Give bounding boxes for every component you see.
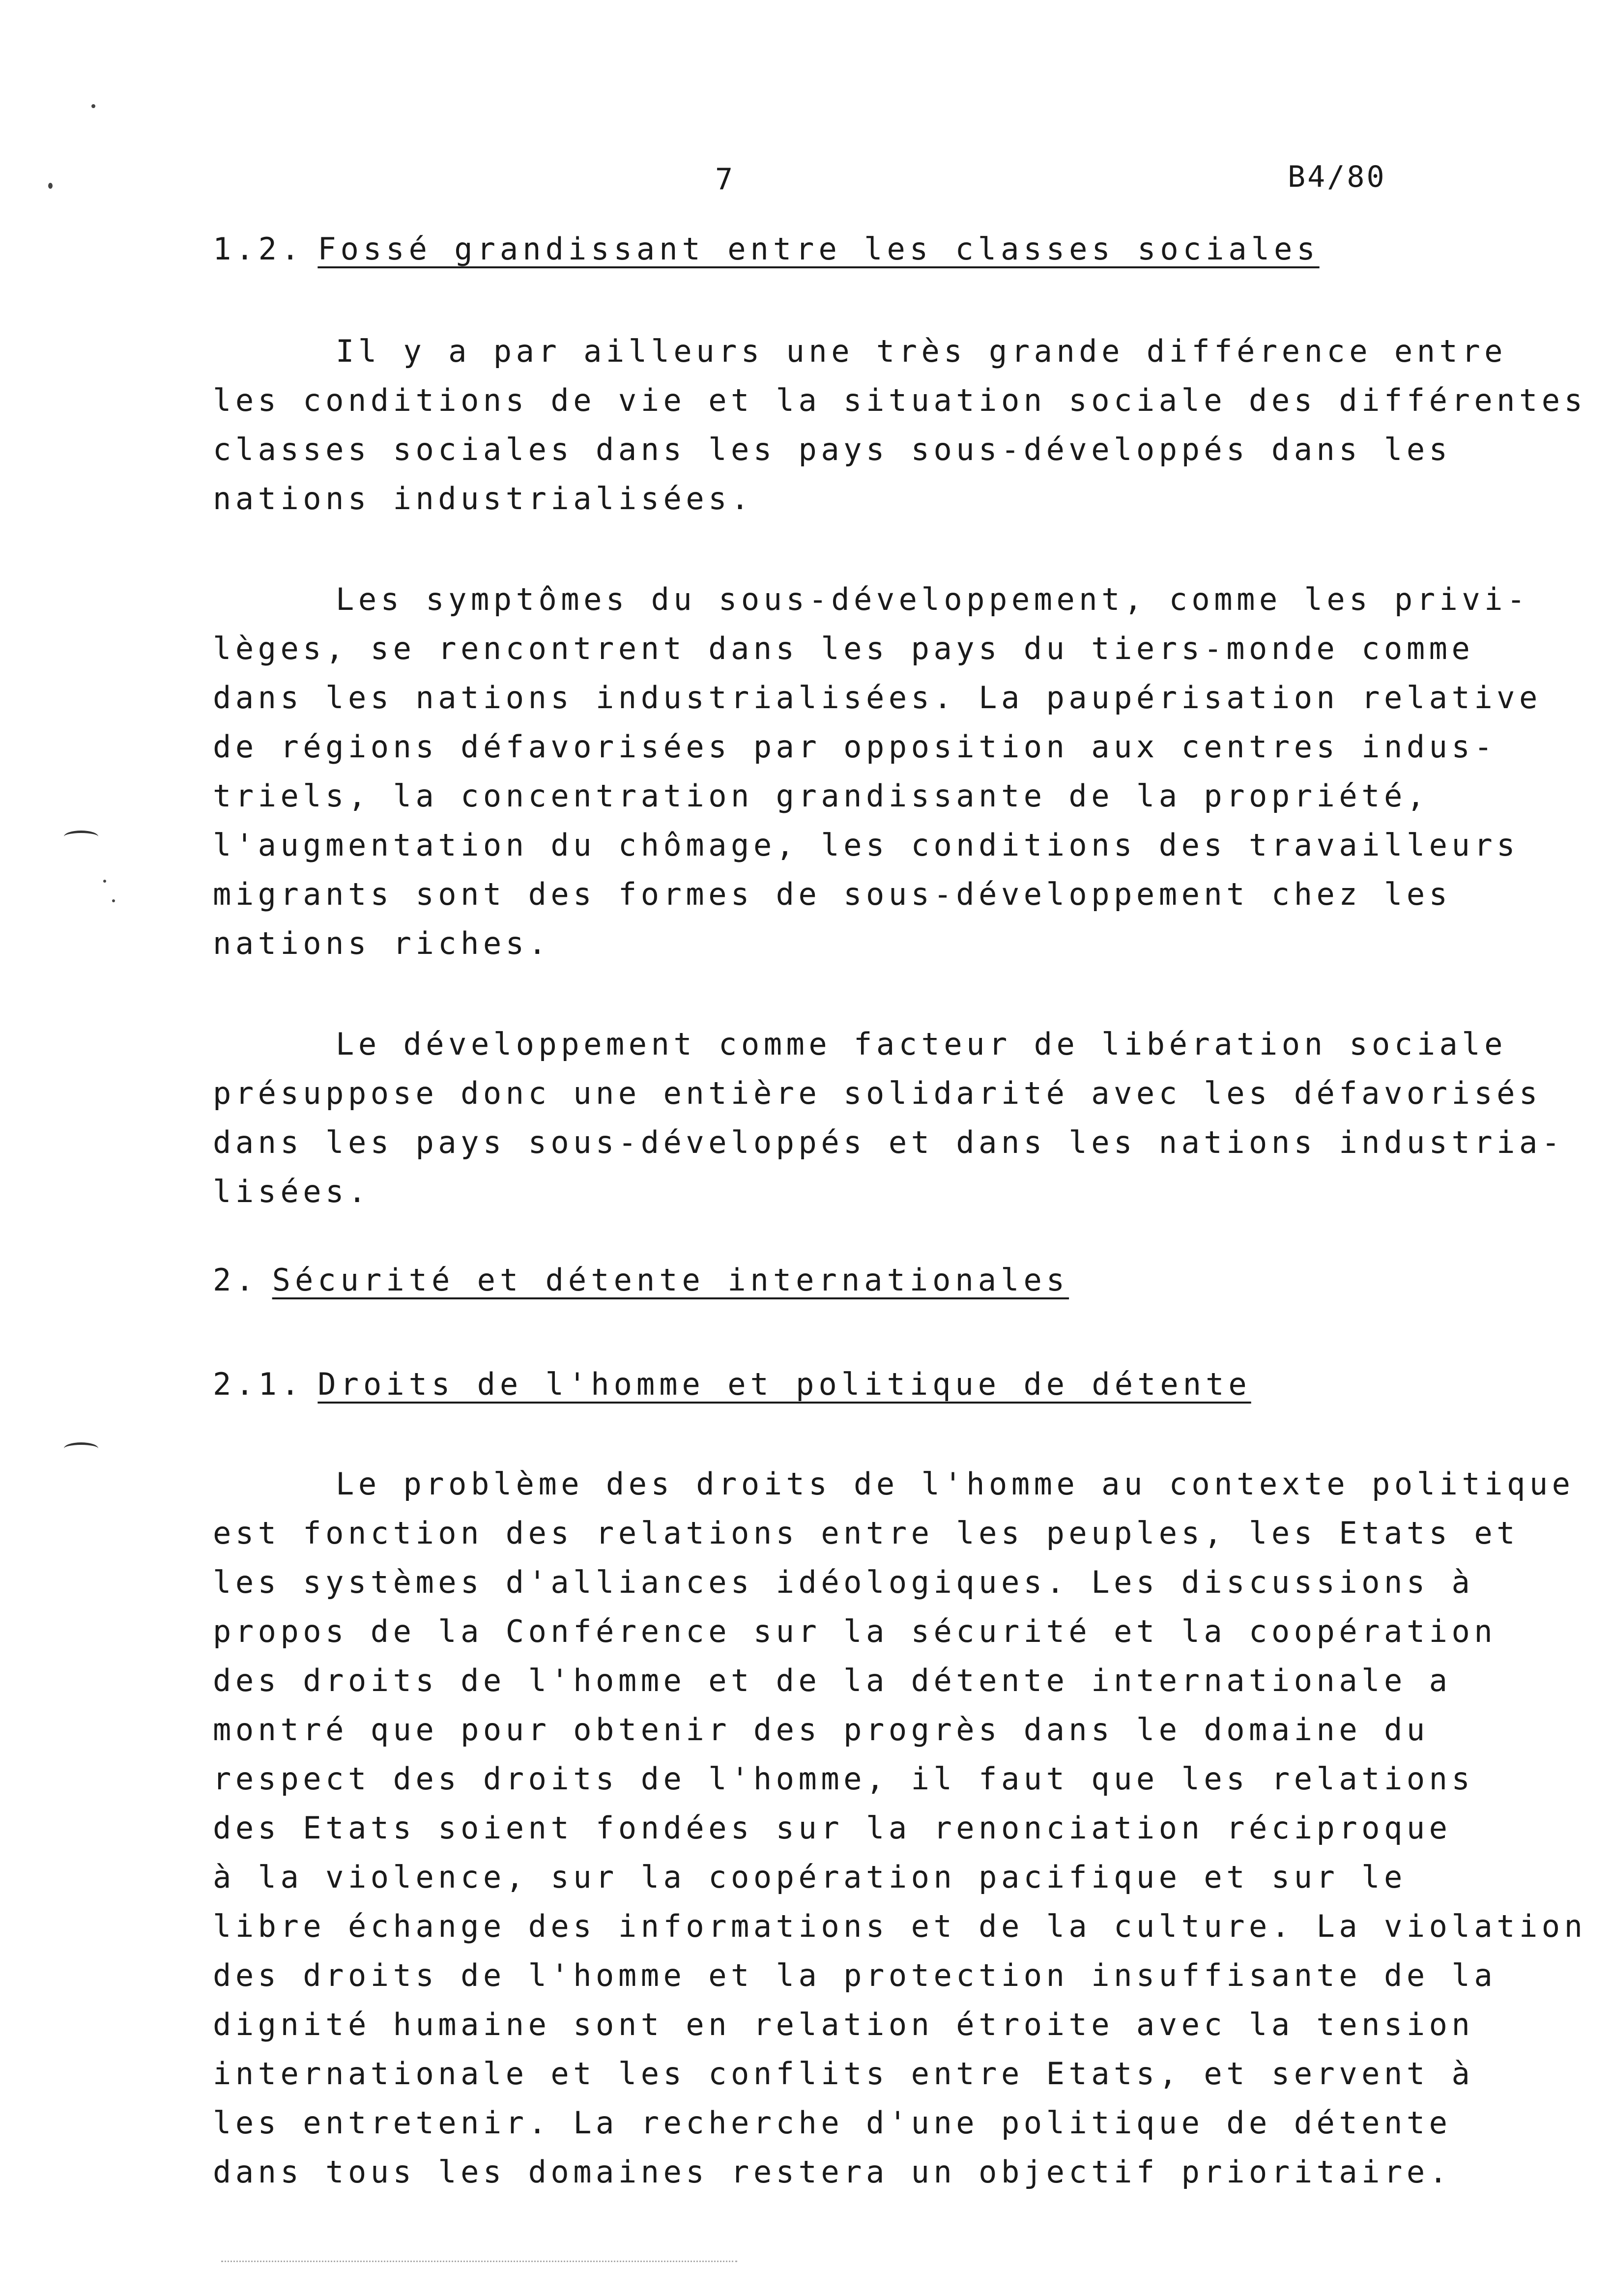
text-line: lèges, se rencontrent dans les pays du tiers-monde comme bbox=[213, 631, 1474, 666]
text-line: montré que pour obtenir des progrès dans le domaine du bbox=[213, 1712, 1429, 1748]
scan-speck bbox=[48, 183, 53, 189]
text-line: présuppose donc une entière solidarité avec les défavorisés bbox=[213, 1075, 1542, 1111]
section-title: Droits de l'homme et politique de détente bbox=[317, 1366, 1251, 1402]
text-line: triels, la concentration grandissante de la propriété, bbox=[213, 778, 1429, 814]
section-number: 2.1. bbox=[213, 1366, 304, 1402]
text-line: l'augmentation du chômage, les conditions des travailleurs bbox=[213, 827, 1519, 863]
text-line: lisées. bbox=[213, 1174, 371, 1209]
paragraph-class-difference bbox=[213, 327, 1587, 523]
margin-mark bbox=[64, 831, 98, 843]
text-line: de régions défavorisées par opposition aux centres indus- bbox=[213, 729, 1497, 765]
section-number: 1.2. bbox=[213, 231, 304, 267]
paragraph-underdevelopment-symptoms bbox=[213, 575, 1542, 968]
text-line: classes sociales dans les pays sous-développés dans les bbox=[213, 431, 1452, 467]
text-line: dans tous les domaines restera un objectif prioritaire. bbox=[213, 2154, 1452, 2190]
paragraph-social-liberation bbox=[213, 1020, 1564, 1216]
section-title: Fossé grandissant entre les classes sociales bbox=[317, 231, 1320, 267]
text-line: propos de la Conférence sur la sécurité et la coopération bbox=[213, 1613, 1497, 1649]
section-title: Sécurité et détente internationales bbox=[272, 1262, 1069, 1298]
text-line: Le problème des droits de l'homme au contexte politique bbox=[336, 1466, 1575, 1502]
scan-speck bbox=[91, 104, 95, 108]
text-line: les entretenir. La recherche d'une politique de détente bbox=[213, 2105, 1452, 2141]
text-line: est fonction des relations entre les peuples, les Etats et bbox=[213, 1515, 1519, 1551]
scan-speck bbox=[103, 880, 106, 883]
text-line: Le développement comme facteur de libération sociale bbox=[336, 1026, 1507, 1062]
text-line: les conditions de vie et la situation sociale des différentes bbox=[213, 382, 1587, 418]
text-line: Il y a par ailleurs une très grande différence entre bbox=[336, 333, 1507, 369]
section-number: 2. bbox=[213, 1262, 259, 1298]
text-line: internationale et les conflits entre Etats, et servent à bbox=[213, 2056, 1474, 2092]
section-heading-2-1 bbox=[213, 1366, 1251, 1402]
text-line: libre échange des informations et de la culture. La violation bbox=[213, 1908, 1587, 1944]
margin-mark bbox=[64, 1442, 98, 1455]
text-line: Les symptômes du sous-développement, comme les privi- bbox=[336, 581, 1529, 617]
text-line: les systèmes d'alliances idéologiques. Les discussions à bbox=[213, 1564, 1474, 1600]
scan-speck bbox=[112, 899, 115, 902]
page-number: 7 bbox=[715, 162, 734, 197]
text-line: des droits de l'homme et la protection insuffisante de la bbox=[213, 1957, 1497, 1993]
section-heading-2 bbox=[213, 1262, 1069, 1298]
section-heading-1-2 bbox=[213, 231, 1320, 267]
paragraph-human-rights bbox=[213, 1460, 1587, 2197]
text-line: des droits de l'homme et de la détente internationale a bbox=[213, 1663, 1452, 1698]
text-line: dans les nations industrialisées. La paupérisation relative bbox=[213, 680, 1542, 716]
bottom-rule bbox=[221, 2261, 737, 2262]
text-line: des Etats soient fondées sur la renonciation réciproque bbox=[213, 1810, 1452, 1846]
document-reference: B4/80 bbox=[1288, 160, 1386, 194]
text-line: respect des droits de l'homme, il faut que les relations bbox=[213, 1761, 1474, 1797]
text-line: nations riches. bbox=[213, 925, 551, 961]
text-line: dans les pays sous-développés et dans les nations industria- bbox=[213, 1124, 1564, 1160]
text-line: nations industrialisées. bbox=[213, 481, 753, 517]
text-line: à la violence, sur la coopération pacifique et sur le bbox=[213, 1859, 1407, 1895]
text-line: migrants sont des formes de sous-développement chez les bbox=[213, 876, 1452, 912]
text-line: dignité humaine sont en relation étroite avec la tension bbox=[213, 2007, 1474, 2042]
